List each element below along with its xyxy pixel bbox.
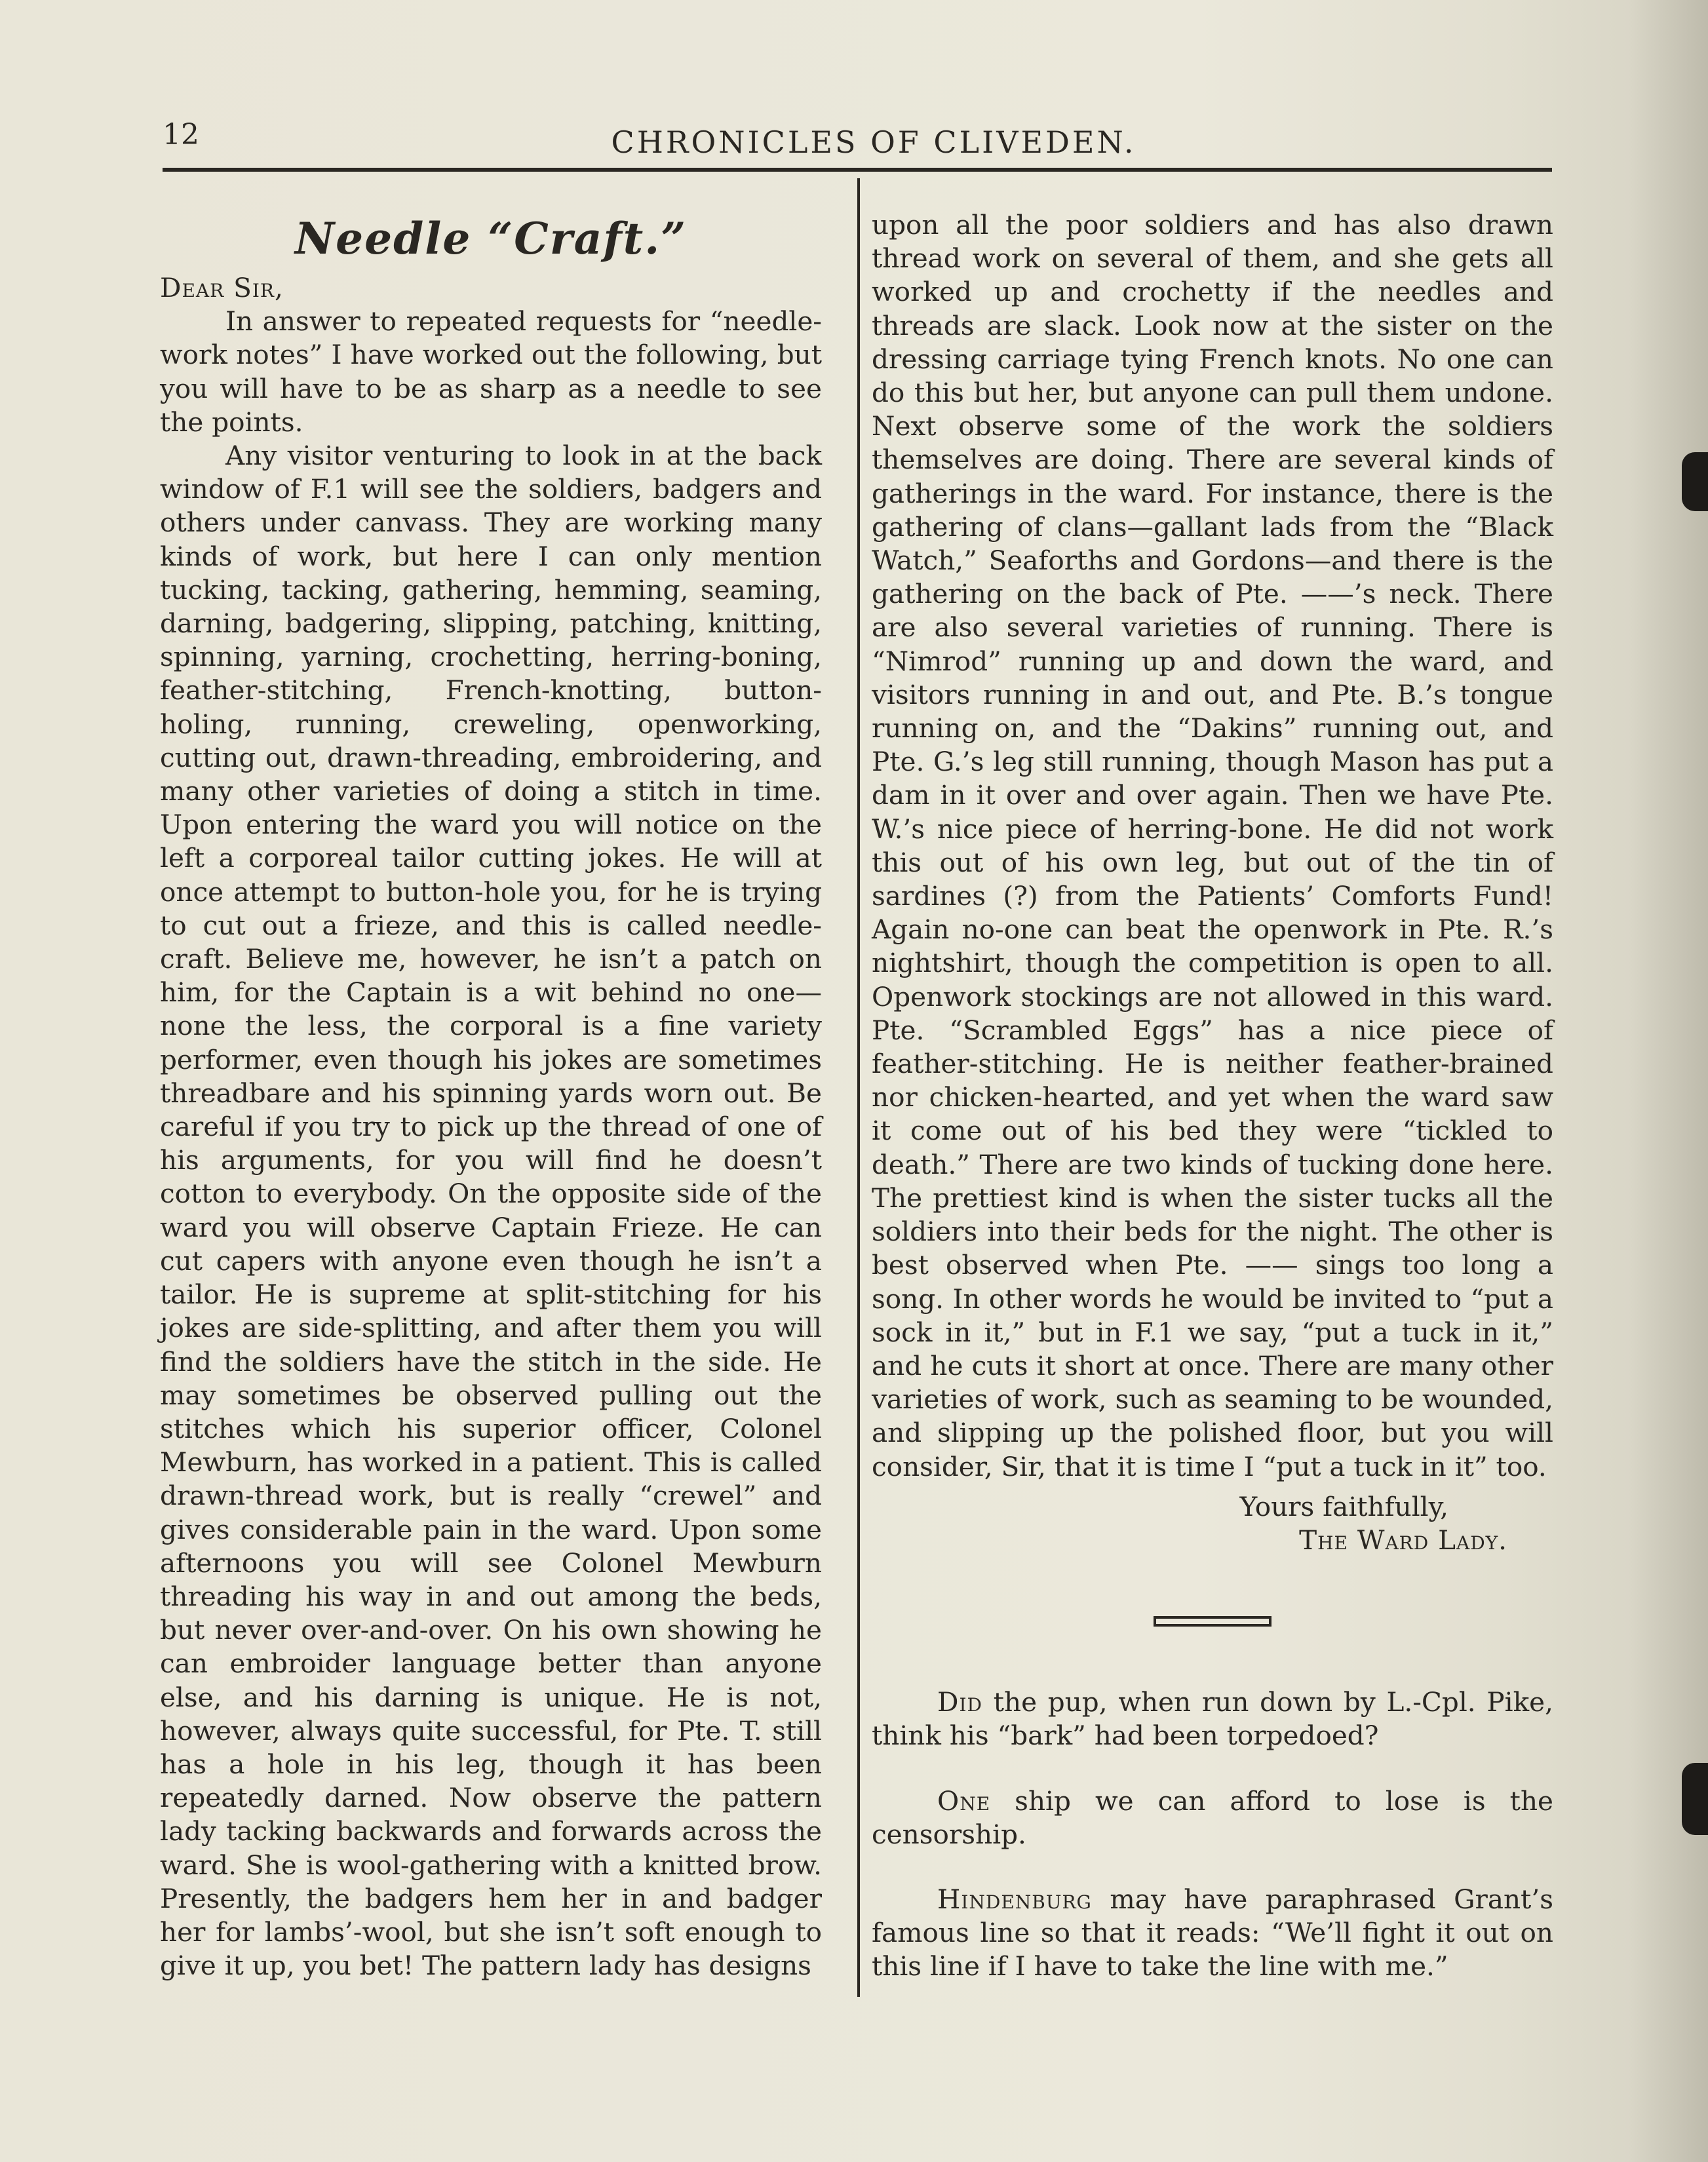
snippet-lead: Did — [937, 1686, 982, 1718]
snippet-2 — [872, 1785, 1553, 1851]
binding-tear-lower — [1682, 1763, 1708, 1835]
article-salutation: Dear Sir, — [160, 272, 284, 303]
snippet-1 — [872, 1686, 1553, 1752]
article-paragraph-2-continued: upon all the poor soldiers and has also drawn thread work on several of them, and she gets all worked up and crochetty if the needles and threads are slack. Look now at the sister on the dressing carriage tying French knots. No one can do this but her, but anyone can pull them undone. Next observe some of the work the soldiers themselves are doing. There are several kinds of gatherings in the ward. For instance, there is the gathering of clans—gallant lads from the “Black Watch,” Seaforths and Gordons—and there is the gathering on the back of Pte. ——’s neck. There are also several varieties of running. There is “Nimrod” running up and down the ward, and visitors running in and out, and Pte. B.’s tongue running on, and the “Dakins” running out, and Pte. G.’s leg still running, though Mason has put a dam in it over and over again. Then we have Pte. W.’s nice piece of herring-bone. He did not work this out of his own leg, but out of the tin of sardines (?) from the Patients’ Comforts Fund! Again no-one can beat the openwork in Pte. R.’s nightshirt, though the competition is open to all. Openwork stockings are not allowed in this ward. Pte. “Scrambled Eggs” has a nice piece of feather-stitching. He is neither feather-brained nor chicken-hearted, and yet when the ward saw it come out of his bed they were “tickled to death.” There are two kinds of tucking done here. The prettiest kind is when the sister tucks all the soldiers into their beds for the night. The other is best observed when Pte. —— sings too long a song. In other words he would be invited to “put a sock in it,” but in F.1 we say, “put a tuck in it,” and he cuts it short at once. There are many other varieties of work, such as seaming to be wounded, and slipping up the polished floor, but you will consider, Sir, that it is time I “put a tuck in it” too. — [872, 209, 1553, 1482]
snippet-lead: One — [937, 1785, 991, 1817]
column-divider — [857, 178, 860, 1997]
article-closing: Yours faithfully, — [1239, 1490, 1448, 1522]
header-rule — [163, 168, 1552, 172]
binding-tear-upper — [1682, 452, 1708, 511]
article-signature: The Ward Lady. — [1299, 1524, 1507, 1556]
snippet-text: the pup, when run down by L.-Cpl. Pike, think his “bark” had been torpedoed? — [872, 1686, 1553, 1752]
section-ornament — [1154, 1616, 1271, 1627]
page-edge-shadow — [1629, 0, 1708, 2162]
right-column — [872, 208, 1553, 2015]
article-paragraph-2: Any visitor venturing to look in at the back window of F.1 will see the soldiers, badgers and others under canvass. They are working many kinds of work, but here I can only mention tucking, tacking, gathering, hemming, seaming, darning, badgering, slipping, patching, knitting, spinning, yarning, crochetting, herring-boning, feather-stitching, French-knotting, button-holing, running, creweling, openworking, cutting out, drawn-threading, embroidering, and many other varieties of doing a stitch in time. Upon entering the ward you will notice on the left a corporeal tailor cutting jokes. He will at once attempt to button-hole you, for he is trying to cut out a frieze, and this is called needle-craft. Believe me, however, he isn’t a patch on him, for the Captain is a wit behind no one—none the less, the corporal is a fine variety performer, even though his jokes are sometimes threadbare and his spinning yards worn out. Be careful if you try to pick up the thread of one of his arguments, for you will find he doesn’t cotton to everybody. On the opposite side of the ward you will observe Captain Frieze. He can cut capers with anyone even though he isn’t a tailor. He is supreme at split-stitching for his jokes are side-splitting, and after them you will find the soldiers have the stitch in the side. He may sometimes be observed pulling out the stitches which his superior officer, Colonel Mewburn, has worked in a patient. This is called drawn-thread work, but is really “crewel” and gives considerable pain in the ward. Upon some afternoons you will see Colonel Mewburn threading his way in and out among the beds, but never over-and-over. On his own showing he can embroider language better than anyone else, and his darning is unique. He is not, however, always quite successful, for Pte. T. still has a hole in his leg, though it has been repeatedly darned. Now observe the pattern lady tacking backwards and forwards across the ward. She is wool-gathering with a knitted brow. Presently, the badgers hem her in and badger her for lambs’-wool, but she isn’t soft enough to give it up, you bet! The pattern lady has designs — [160, 440, 822, 1982]
snippet-text: ship we can afford to lose is the censorship. — [872, 1785, 1553, 1850]
left-column — [160, 208, 822, 1982]
snippet-3 — [872, 1883, 1553, 1984]
running-title: CHRONICLES OF CLIVEDEN. — [611, 125, 1136, 160]
snippet-lead: Hindenburg — [937, 1883, 1092, 1915]
page-number: 12 — [163, 118, 199, 151]
article-title: Needle “Craft.” — [294, 213, 688, 264]
snippet-text: may have paraphrased Grant’s famous line so that it reads: “We’ll fight it out on this line if I have to take the line with me.” — [872, 1883, 1553, 1982]
article-paragraph-1: In answer to repeated requests for “needle-work notes” I have worked out the following, but you will have to be as sharp as a needle to see the points. — [160, 305, 822, 438]
